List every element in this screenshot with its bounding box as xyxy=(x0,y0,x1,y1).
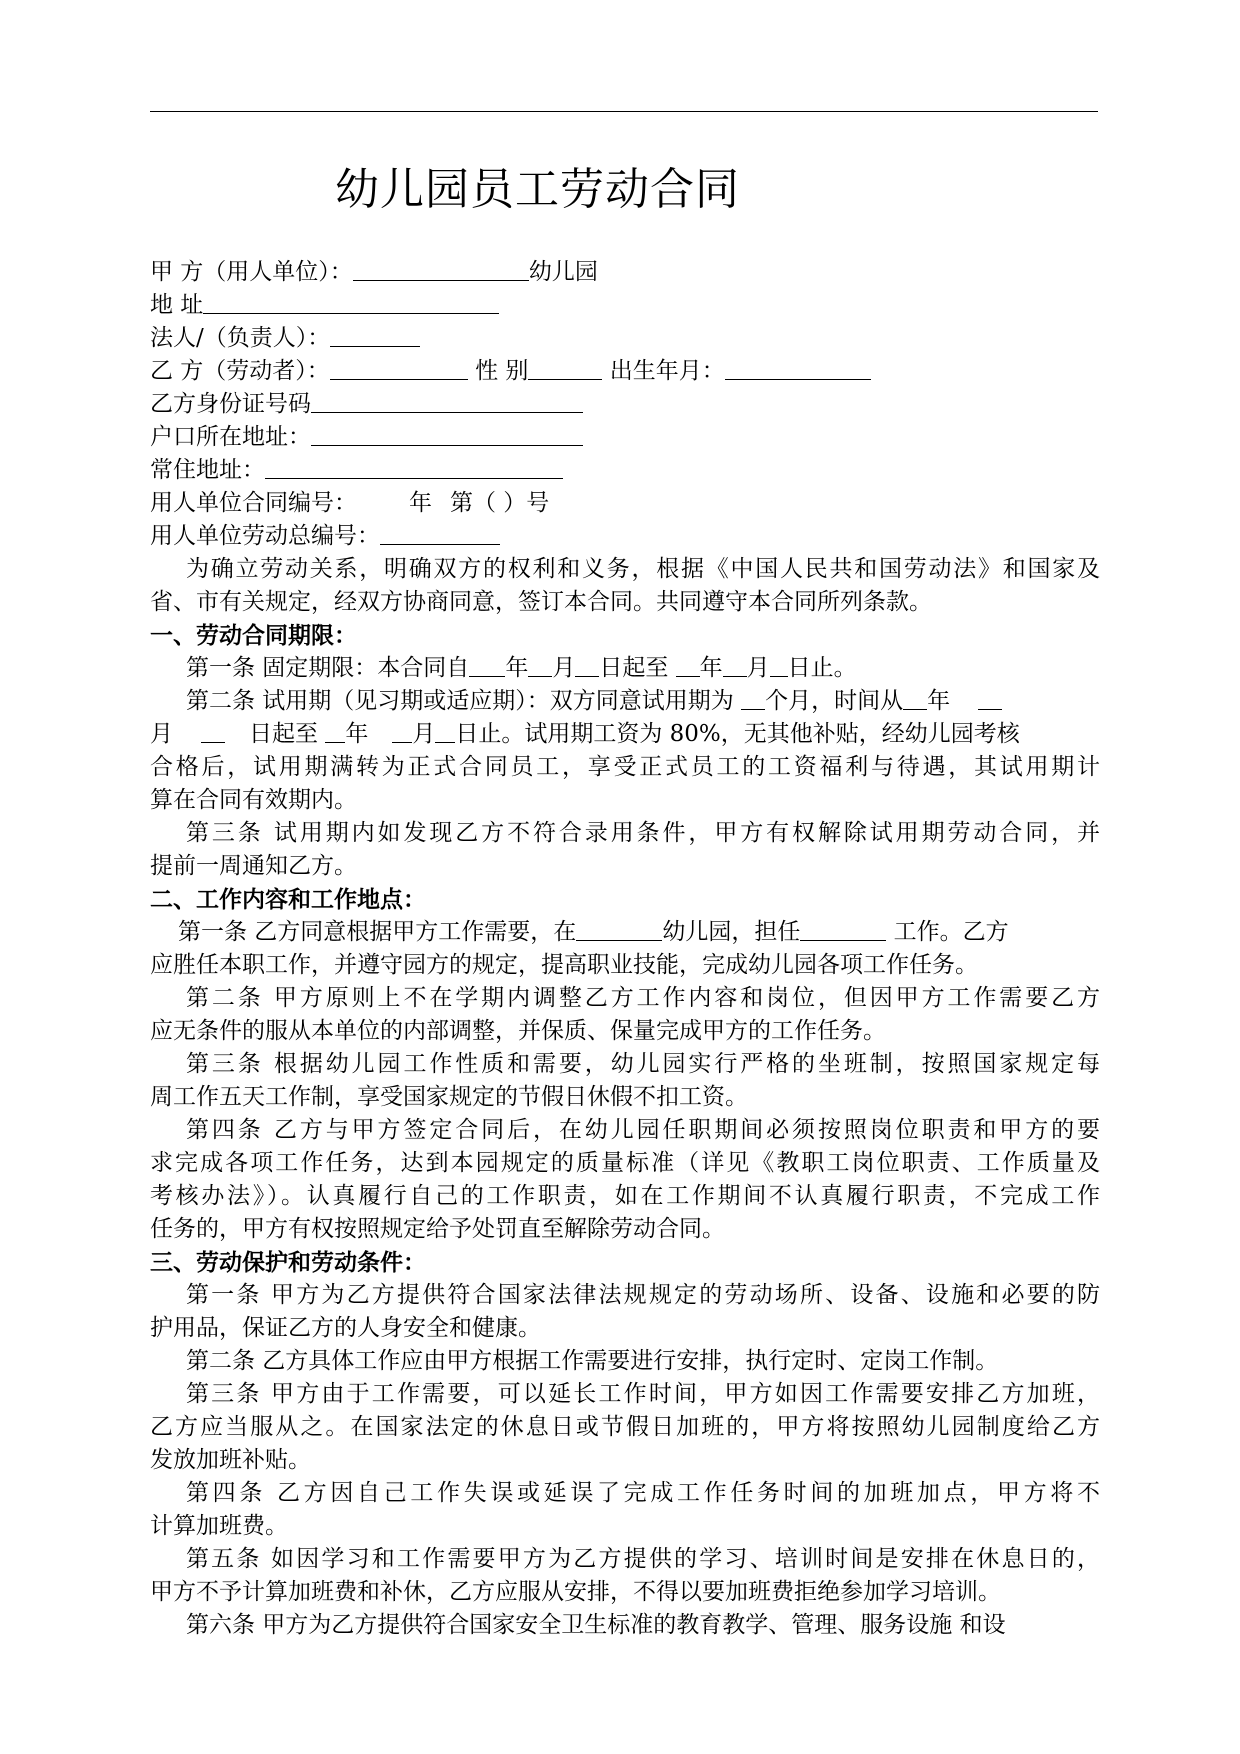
s3-article-4-line-1: 第四条 乙方因自己工作失误或延误了完成工作任务时间的加班加点，甲方将不 xyxy=(186,1480,1100,1506)
fill-in-blank[interactable] xyxy=(903,685,927,710)
fill-in-blank[interactable] xyxy=(741,685,765,710)
s1-article-2-line-3: 合格后，试用期满转为正式合同员工，享受正式员工的工资福利与待遇，其试用期计 xyxy=(150,754,1100,780)
fill-in-blank[interactable] xyxy=(575,652,599,677)
fill-in-blank[interactable] xyxy=(435,718,455,743)
residence-line: 常住地址： xyxy=(150,454,1100,487)
preamble-line-1: 为确立劳动关系，明确双方的权利和义务，根据《中国人民共和国劳动法》和国家及 xyxy=(186,556,1100,582)
birth-blank[interactable] xyxy=(725,355,871,380)
id-blank[interactable] xyxy=(311,388,583,413)
legal-rep-blank[interactable] xyxy=(330,322,420,347)
party-a-blank[interactable] xyxy=(353,256,529,281)
s2-article-2-line-1: 第二条 甲方原则上不在学期内调整乙方工作内容和岗位，但因甲方工作需要乙方 xyxy=(186,985,1100,1011)
s2-article-3-line-1: 第三条 根据幼儿园工作性质和需要，幼儿园实行严格的坐班制，按照国家规定每 xyxy=(186,1051,1100,1077)
hukou-blank[interactable] xyxy=(311,421,583,446)
s3-article-5-line-2: 甲方不予计算加班费和补休，乙方应服从安排，不得以要加班费拒绝参加学习培训。 xyxy=(150,1579,1001,1605)
s1-article-3-line-1: 第三条 试用期内如发现乙方不符合录用条件，甲方有权解除试用期劳动合同，并 xyxy=(186,820,1100,846)
s3-article-1-line-2: 护用品，保证乙方的人身安全和健康。 xyxy=(150,1315,541,1341)
fill-in-blank[interactable] xyxy=(528,652,552,677)
fill-in-blank[interactable] xyxy=(469,652,505,677)
fill-in-blank[interactable] xyxy=(325,718,345,743)
s3-article-3-line-2: 乙方应当服从之。在国家法定的休息日或节假日加班的，甲方将按照幼儿园制度给乙方 xyxy=(150,1414,1100,1440)
fill-in-blank[interactable] xyxy=(723,652,747,677)
section-heading-3: 三、劳动保护和劳动条件： xyxy=(150,1249,426,1276)
s3-article-4-line-2: 计算加班费。 xyxy=(150,1513,288,1539)
fill-in-blank[interactable] xyxy=(978,685,1002,710)
address-line: 地 址 xyxy=(150,289,1100,322)
s3-article-1-line-1: 第一条 甲方为乙方提供符合国家法律法规规定的劳动场所、设备、设施和必要的防 xyxy=(186,1282,1100,1308)
s3-article-5-line-1: 第五条 如因学习和工作需要甲方为乙方提供的学习、培训时间是安排在休息日的， xyxy=(186,1546,1100,1572)
fill-in-blank[interactable] xyxy=(676,652,700,677)
section-heading-1: 一、劳动合同期限： xyxy=(150,622,357,649)
fill-in-blank[interactable] xyxy=(800,916,886,941)
document-title: 幼儿园员工劳动合同 xyxy=(335,164,740,215)
fill-in-blank[interactable] xyxy=(392,718,412,743)
s1-article-2-line-4: 算在合同有效期内。 xyxy=(150,787,357,813)
contract-body xyxy=(150,256,1100,1642)
section-heading-2: 二、工作内容和工作地点： xyxy=(150,886,426,913)
s2-article-2-line-2: 应无条件的服从本单位的内部调整，并保质、保量完成甲方的工作任务。 xyxy=(150,1018,886,1044)
residence-blank[interactable] xyxy=(265,454,563,479)
party-b-line: 乙 方（劳动者）： 性 别 出生年月： xyxy=(150,355,1100,388)
s2-article-1-line-1: 第一条 乙方同意根据甲方工作需要，在 幼儿园，担任 工作。乙方 xyxy=(150,916,1100,949)
gender-blank[interactable] xyxy=(528,355,602,380)
s1-article-2-line-1: 第二条 试用期（见习期或适应期）：双方同意试用期为 个月，时间从 年 xyxy=(150,685,1100,718)
s2-article-4-line-2: 求完成各项工作任务，达到本园规定的质量标准（详见《教职工岗位职责、工作质量及 xyxy=(150,1150,1100,1176)
s2-article-4-line-4: 任务的，甲方有权按照规定给予处罚直至解除劳动合同。 xyxy=(150,1216,725,1242)
party-a-line: 甲 方（用人单位）： 幼儿园 xyxy=(150,256,1100,289)
header-rule xyxy=(150,111,1098,112)
s3-article-2-line-1: 第二条 乙方具体工作应由甲方根据工作需要进行安排，执行定时、定岗工作制。 xyxy=(186,1348,999,1374)
address-blank[interactable] xyxy=(203,289,499,314)
contract-no-line: 用人单位合同编号： 年 第（ ）号 xyxy=(150,490,550,516)
labor-total-blank[interactable] xyxy=(380,520,500,545)
s1-article-3-line-2: 提前一周通知乙方。 xyxy=(150,853,357,879)
party-b-name-blank[interactable] xyxy=(330,355,468,380)
s1-article-2-line-2: 月 日起至 年 月 日止。试用期工资为 80%，无其他补贴，经幼儿园考核 xyxy=(150,718,1100,751)
fill-in-blank[interactable] xyxy=(201,718,225,743)
id-line: 乙方身份证号码 xyxy=(150,388,1100,421)
legal-rep-line: 法人/（负责人）： xyxy=(150,322,1100,355)
s2-article-1-line-2: 应胜任本职工作，并遵守园方的规定，提高职业技能，完成幼儿园各项工作任务。 xyxy=(150,952,978,978)
s2-article-4-line-1: 第四条 乙方与甲方签定合同后，在幼儿园任职期间必须按照岗位职责和甲方的要 xyxy=(186,1117,1100,1143)
s3-article-3-line-1: 第三条 甲方由于工作需要，可以延长工作时间，甲方如因工作需要安排乙方加班， xyxy=(186,1381,1100,1407)
s3-article-3-line-3: 发放加班补贴。 xyxy=(150,1447,311,1473)
s2-article-3-line-2: 周工作五天工作制，享受国家规定的节假日休假不扣工资。 xyxy=(150,1084,748,1110)
labor-total-line: 用人单位劳动总编号： xyxy=(150,520,1100,553)
fill-in-blank[interactable] xyxy=(770,652,788,677)
hukou-line: 户口所在地址： xyxy=(150,421,1100,454)
fill-in-blank[interactable] xyxy=(576,916,662,941)
preamble-line-2: 省、市有关规定，经双方协商同意，签订本合同。共同遵守本合同所列条款。 xyxy=(150,589,932,615)
s1-article-1: 第一条 固定期限：本合同自 年 月 日起至 年 月 日止。 xyxy=(150,652,1100,685)
s2-article-4-line-3: 考核办法》）。认真履行自己的工作职责，如在工作期间不认真履行职责，不完成工作 xyxy=(150,1183,1100,1209)
s3-article-6-line-1: 第六条 甲方为乙方提供符合国家安全卫生标准的教育教学、管理、服务设施 和设 xyxy=(186,1612,1006,1638)
